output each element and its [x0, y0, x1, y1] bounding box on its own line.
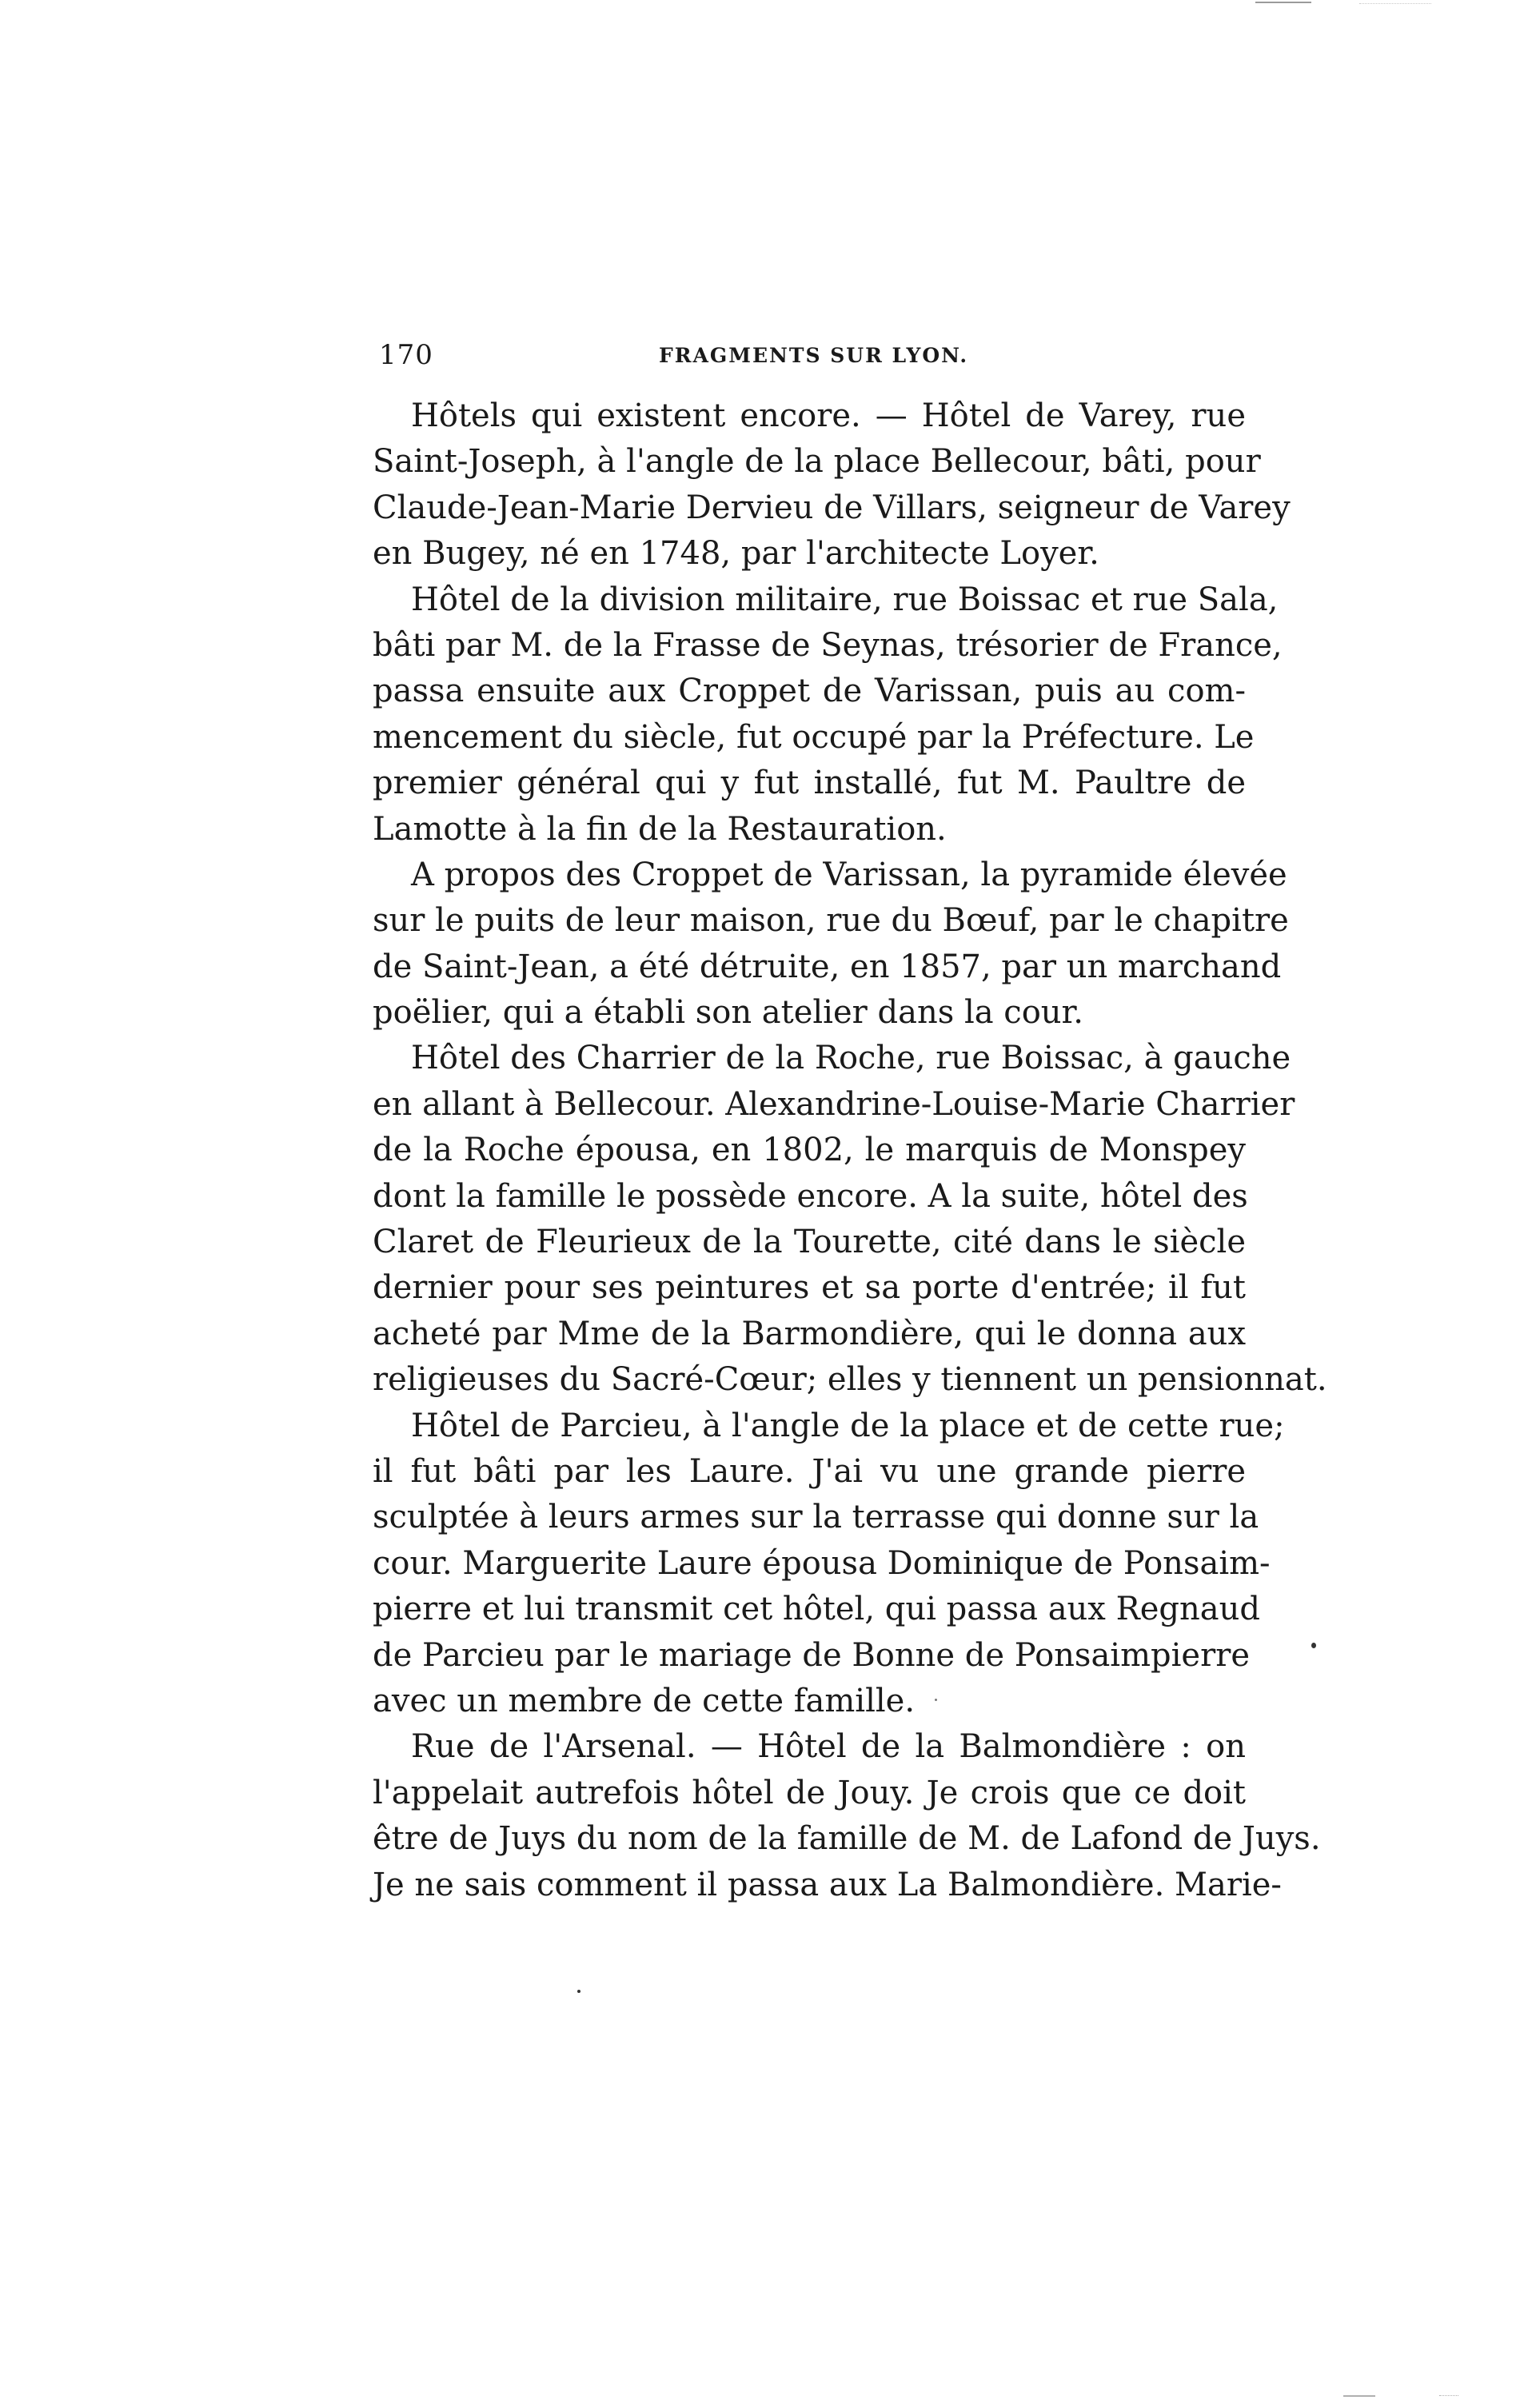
page-number: 170 [379, 339, 433, 371]
text-line: Saint-Joseph, à l'angle de la place Bellecour, bâti, pour [373, 443, 1261, 481]
body-text [373, 393, 1327, 1908]
text-line: acheté par Mme de la Barmondière, qui le donna aux [373, 1315, 1246, 1352]
scan-edge-rule [1343, 2395, 1375, 2397]
text-line: cour. Marguerite Laure épousa Dominique de Ponsaim- [373, 1544, 1271, 1582]
text-line: passa ensuite aux Croppet de Varissan, puis au com- [373, 673, 1246, 710]
text-line: dont la famille le possède encore. A la suite, hôtel des [373, 1177, 1248, 1215]
page-header [379, 339, 1243, 379]
text-line: de la Roche épousa, en 1802, le marquis de Monspey [373, 1132, 1246, 1169]
text-line: Claret de Fleurieux de la Tourette, cité dans le siècle [373, 1224, 1246, 1261]
text-line: religieuses du Sacré-Cœur; elles y tiennent un pensionnat. [373, 1361, 1327, 1399]
text-line: Hôtel des Charrier de la Roche, rue Boissac, à gauche [411, 1040, 1291, 1077]
text-line: avec un membre de cette famille. [373, 1682, 916, 1719]
text-line: il fut bâti par les Laure. J'ai vu une grande pierre [373, 1452, 1246, 1490]
text-line: premier général qui y fut installé, fut M. Paultre de [373, 765, 1246, 802]
text-line: l'appelait autrefois hôtel de Jouy. Je crois que ce doit [373, 1774, 1246, 1811]
text-line: Je ne sais comment il passa aux La Balmondière. Marie- [373, 1866, 1282, 1903]
text-line: en allant à Bellecour. Alexandrine-Louise-Marie Charrier [373, 1085, 1295, 1123]
scan-edge-dots [1439, 2395, 1458, 2396]
text-line: Rue de l'Arsenal. — Hôtel de la Balmondière : on [411, 1728, 1246, 1766]
text-line: bâti par M. de la Frasse de Seynas, trésorier de France, [373, 626, 1283, 664]
text-line: A propos des Croppet de Varissan, la pyramide élevée [411, 856, 1287, 893]
text-line: mencement du siècle, fut occupé par la Préfecture. Le [373, 718, 1255, 756]
text-line: Hôtel de Parcieu, à l'angle de la place et de cette rue; [411, 1407, 1285, 1444]
text-line: sculptée à leurs armes sur la terrasse qui donne sur la [373, 1499, 1259, 1536]
text-line: sur le puits de leur maison, rue du Bœuf, par le chapitre [373, 902, 1289, 940]
running-head: FRAGMENTS SUR LYON. [659, 344, 969, 367]
text-line: Hôtel de la division militaire, rue Boissac et rue Sala, [411, 581, 1279, 618]
text-line: dernier pour ses peintures et sa porte d'entrée; il fut [373, 1269, 1246, 1307]
scan-speck [1311, 1643, 1316, 1648]
text-line: Hôtels qui existent encore. — Hôtel de Varey, rue [411, 397, 1246, 434]
text-line: de Parcieu par le mariage de Bonne de Ponsaimpierre [373, 1636, 1251, 1674]
text-line: de Saint-Jean, a été détruite, en 1857, par un marchand [373, 948, 1282, 985]
scan-speck [935, 1699, 937, 1701]
text-line: être de Juys du nom de la famille de M. de Lafond de Juys. [373, 1820, 1321, 1858]
scan-edge-rule [1255, 2, 1311, 3]
text-line: poëlier, qui a établi son atelier dans la cour. [373, 994, 1083, 1032]
text-line: Lamotte à la fin de la Restauration. [373, 810, 947, 848]
text-line: pierre et lui transmit cet hôtel, qui passa aux Regnaud [373, 1591, 1260, 1628]
text-line: Claude-Jean-Marie Dervieu de Villars, seigneur de Varey [373, 489, 1291, 526]
scan-edge-dots [1359, 3, 1431, 4]
text-line: en Bugey, né en 1748, par l'architecte Loyer. [373, 535, 1099, 573]
scan-speck [577, 1990, 580, 1993]
